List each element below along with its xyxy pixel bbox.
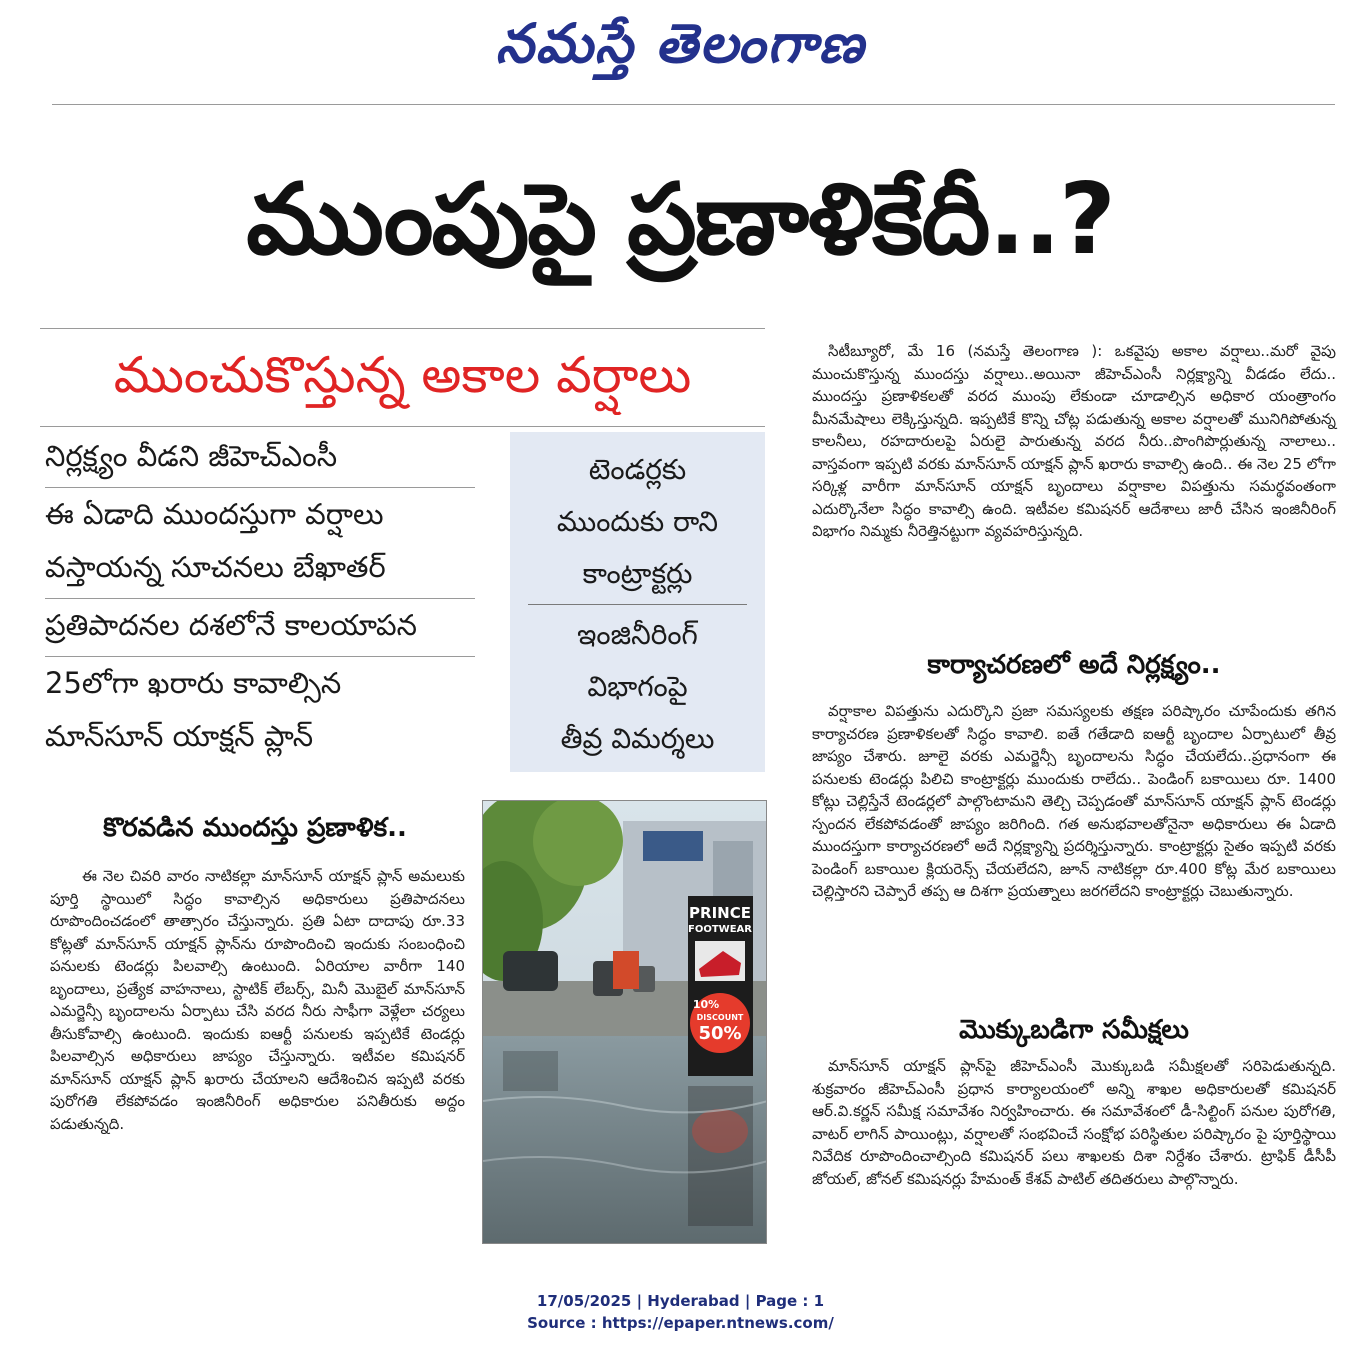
bullet-line: 25లోగా ఖరారు కావాల్సిన <box>45 666 342 700</box>
street-flooding-photo <box>482 800 767 1244</box>
right-article-intro: సిటీబ్యూరో, మే 16 (నమస్తే తెలంగాణ ): ఒకవైపు అకాల వర్షాలు..మరో వైపు ముంచుకొస్తున్న ముందస్తు వర్షాలు..అయినా జీహెచ్ఎంసీ నిర్లక్ష్యాన్ని వీడడం లేదు.. ముందస్తు ప్రణాళికలతో వరద ముంపు లేకుండా చూడాల్సిన అధికార యంత్రాంగం మీనమేషాలు లెక్కిస్తున్నది. ఇప్పటికే కొన్ని చోట్ల పడుతున్న అకాల వర్షాలతో మునిగిపోతున్న కాలనీలు, రహదారులపై ఏరులై పారుతున్న వరద నీరు..పొంగిపొర్లుతున్న నాలాలు.. వాస్తవంగా ఇప్పటి వరకు మాన్‌సూన్ యాక్షన్ ప్లాన్ ఖరారు కావాల్సి ఉంది.. ఈ నెల 25 లోగా సర్కిళ్ల వారీగా మాన్‌సూన్ యాక్షన్ బృందాలు వర్షాకాల విపత్తును సమర్థవంతంగా ఎదుర్కొనేలా సిద్ధం కావాల్సి ఉంది. ఇటీవల కమిషనర్ ఆదేశాలు జారీ చేసిన ఇంజినీరింగ్ విభాగం నిమ్మకు నీరెత్తినట్టుగా వ్యవహరిస్తున్నది. <box>812 342 1336 540</box>
bullet-line: వస్తాయన్న సూచనలు బేఖాతర్ <box>45 550 386 584</box>
photo-sign-sub: FOOTWEAR <box>688 924 752 935</box>
right-section2-heading: మొక్కుబడిగా సమీక్షలు <box>959 1015 1189 1045</box>
footer-source-line: Source : https://epaper.ntnews.com/ <box>527 1314 834 1332</box>
right-section1-heading: కార్యాచరణలో అదే నిర్లక్ష్యం.. <box>927 650 1221 680</box>
sidebox-line: కాంట్రాక్టర్లు <box>582 557 693 590</box>
photo-sign-brand: PRINCE <box>689 904 751 922</box>
highlight-bullets <box>45 432 475 765</box>
masthead-logo: నమస్తే తెలంగాణ <box>495 11 866 75</box>
left-article-heading: కొరవడిన ముందస్తు ప్రణాళిక.. <box>103 813 407 843</box>
sidebox-divider <box>528 604 747 605</box>
photo-discount-word: DISCOUNT <box>696 1013 744 1022</box>
bullet-line: ప్రతిపాదనల దశలోనే కాలయాపన <box>45 608 418 642</box>
photo-illustration <box>483 801 767 1244</box>
sidebox-line: ముందుకు రాని <box>556 505 719 538</box>
footer-date-line: 17/05/2025 | Hyderabad | Page : 1 <box>536 1292 825 1310</box>
side-highlight-box <box>510 432 765 772</box>
bullet-line: నిర్లక్ష్యం వీడని జీహెచ్ఎంసీ <box>45 439 338 473</box>
sidebox-line: తీవ్ర విమర్శలు <box>560 722 715 755</box>
sidebox-line: ఇంజినీరింగ్ <box>577 618 698 651</box>
subhead-top-rule <box>40 328 765 329</box>
bullet-line: ఈ ఏడాది ముందస్తుగా వర్షాలు <box>45 497 384 531</box>
left-article-body: ఈ నెల చివరి వారం నాటికల్లా మాన్‌సూన్ యాక్షన్ ప్లాన్ అమలుకు పూర్తి స్థాయిలో సిద్ధం కావాల్సిన అధికారులు ప్రతిపాదనలు రూపొందించడంలో తాత్సారం చేస్తున్నారు. ప్రతి ఏటా దాదాపు రూ.33 కోట్లతో మాన్‌సూన్ యాక్షన్ ప్లాన్‌ను రూపొందించి ఇందుకు సంబంధించి పనులకు టెండర్లు పిలవాల్సి ఉంటుంది. ఏరియాల వారీగా 140 బృందాలు, ప్రత్యేక వాహనాలు, స్టాటిక్ లేబర్స్, మినీ మొబైల్ మాన్‌సూన్ ఎమర్జెన్సీ బృందాలను ఏర్పాటు చేసి వరద నీరు సాఫీగా వెళ్లేలా చర్యలు తీసుకోవాల్సి ఉంటుంది. ఇందుకు ఐఆర్టీ పనులకు ఇప్పటికే టెండర్లు పిలవాల్సిన అధికారులు జాప్యం చేస్తున్నారు. ఇటీవల కమిషనర్ మాన్‌సూన్ యాక్షన్ ప్లాన్ ఖరారు చేయాలని ఆదేశించిన ఇప్పటి వరకు పురోగతి లేకపోవడం ఇంజినీరింగ్ అధికారుల పనితీరుకు అద్దం పడుతున్నది. <box>50 867 465 1133</box>
subheadline: ముంచుకొస్తున్న అకాల వర్షాలు <box>113 346 692 404</box>
bullet-divider <box>45 487 475 488</box>
bullet-line: మాన్‌సూన్ యాక్షన్ ప్లాన్ <box>45 719 314 753</box>
headline: ముంపుపై ప్రణాళికేదీ..? <box>246 163 1114 277</box>
bullet-divider <box>45 656 475 657</box>
photo-discount-small: 10% <box>692 998 720 1011</box>
subhead-bottom-rule <box>40 426 765 427</box>
right-section2-body: మాన్‌సూన్ యాక్షన్ ప్లాన్‌పై జీహెచ్ఎంసీ మొక్కుబడి సమీక్షలతో సరిపెడుతున్నది. శుక్రవారం జీహెచ్ఎంసీ ప్రధాన కార్యాలయంలో అన్ని శాఖల అధికారులతో కమిషనర్ ఆర్.వి.కర్ణన్ సమీక్ష సమావేశం నిర్వహించారు. ఈ సమావేశంలో డీ-సిల్టింగ్ పనుల పురోగతి, వాటర్ లాగిన్ పాయింట్లు, వర్షాలతో సంభవించే సంక్షోభ పరిస్థితుల పరిష్కారం పై పూర్తిస్థాయి నివేదిక రూపొందించాల్సింది కమిషనర్ పలు శాఖలకు దిశా నిర్దేశం చేశారు. ట్రాఫిక్ డీసీపీ జోయల్, జోనల్ కమిషనర్లు హేమంత్ కేశవ్ పాటిల్ తదితరులు పాల్గొన్నారు. <box>812 1057 1336 1188</box>
photo-discount-pct: 50% <box>698 1023 742 1044</box>
sidebox-line: విభాగంపై <box>587 670 688 703</box>
sidebox-line: టెండర్లకు <box>588 453 687 486</box>
masthead-divider <box>52 104 1335 105</box>
bullet-divider <box>45 598 475 599</box>
right-section1-body: వర్షాకాల విపత్తును ఎదుర్కొని ప్రజా సమస్యలకు తక్షణ పరిష్కారం చూపేందుకు తగిన కార్యాచరణ ప్రణాళికలతో సిద్ధం కావాలి. ఐతే గతేడాది ఐఆర్టీ బృందాల ఏర్పాటులో తీవ్ర జాప్యం చేశారు. జూలై వరకు ఎమర్జెన్సీ బృందాలను సిద్ధం చేయలేదు..ప్రధానంగా ఈ పనులకు టెండర్లు పిలిచి కాంట్రాక్టర్లు ముందుకు రాలేదు.. పెండింగ్ బకాయిలు రూ. 1400 కోట్లు చెల్లిస్తేనే టెండర్లలో పాల్గొంటామని తెల్చి చెప్పడంతో మాన్‌సూన్ యాక్షన్ ప్లాన్ టెండర్లు స్పందన లేకపోవడంతో జాప్యం జరిగింది. గత అనుభవాలతోనైనా అధికారులు ఈ ఏడాది ముందస్తుగా కార్యాచరణలో అదే నిర్లక్ష్యాన్ని ప్రదర్శిస్తున్నారు. కాంట్రాక్టర్లు సైతం ఇప్పటి వరకు పెండింగ్ బకాయిల క్లియరెన్స్ చేయలేదని, జూన్ నాటికల్లా రూ.400 కోట్ల మేర బకాయిలు చెల్లిస్తారని చెప్పారే తప్ప ఆ దిశగా ప్రయత్నాలు జరగలేదని కాంట్రాక్టర్లు చెబుతున్నారు. <box>812 702 1336 900</box>
